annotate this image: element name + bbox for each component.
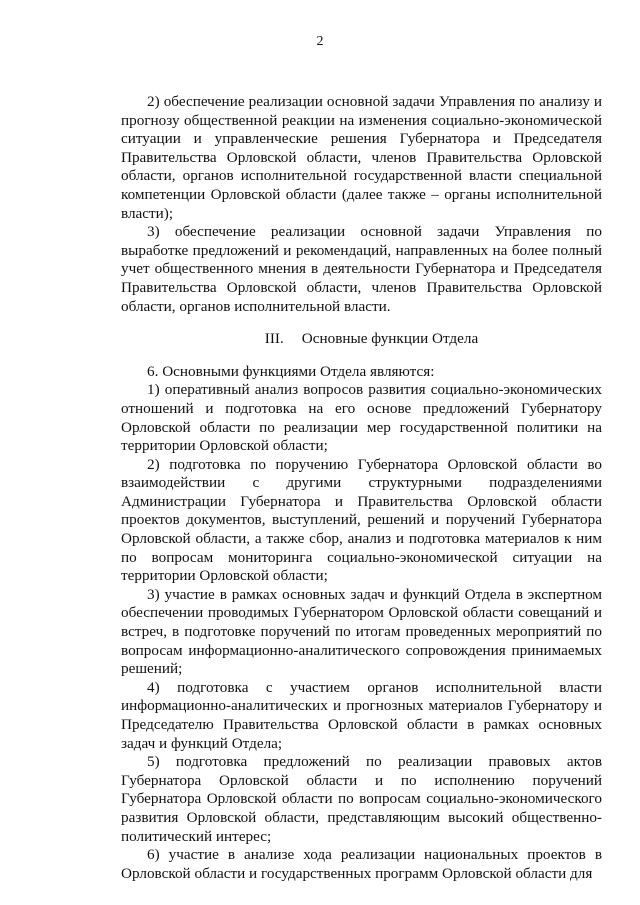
function-item-3: 3) участие в рамках основных задач и функций Отдела в экспертном обеспечении проводимых Губернатором Орловской области совещаний и встреч, в подготовке поручений по итогам проведенных мероприятий по вопросам информационно-аналитического сопровождения принимаемых решений; xyxy=(121,585,602,678)
paragraph-item-3: 3) обеспечение реализации основной задачи Управления по выработке предложений и рекомендаций, направленных на более полный учет общественного мнения в деятельности Губернатора и Председателя Правительства Орловской области, членов Правительства Орловской области, органов исполнительной власти. xyxy=(121,223,602,315)
section-number: III. xyxy=(264,330,284,348)
function-item-1: 1) оперативный анализ вопросов развития социально-экономических отношений и подготовка на его основе предложений Губернатору Орловской области по реализации мер государственной политики на территории Орловской области; xyxy=(121,381,602,455)
page-number: 2 xyxy=(316,34,324,49)
paragraph-item-2: 2) обеспечение реализации основной задачи Управления по анализу и прогнозу общественной реакции на изменения социально-экономической ситуации и управленческие решения Губернатора и Председателя Правительства Орловской области, членов Правительства Орловской области, органов исполнительной государственной власти специальной компетенции Орловской области (далее также – органы исполнительной власти); xyxy=(121,93,602,222)
function-item-5: 5) подготовка предложений по реализации правовых актов Губернатора Орловской области и по исполнению поручений Губернатора Орловской области по вопросам социально-экономического развития Орловской области, представляющим высокий общественно-политический интерес; xyxy=(121,753,602,845)
function-item-2: 2) подготовка по поручению Губернатора Орловской области во взаимодействии с другими структурными подразделениями Администрации Губернатора и Правительства Орловской области проектов документов, выступлений, решений и поручений Губернатора Орловской области, а также сбор, анализ и подготовка материалов к ним по вопросам мониторинга социально-экономической ситуации на территории Орловской области; xyxy=(121,455,602,585)
section-heading xyxy=(121,330,602,349)
functions-intro: 6. Основными функциями Отдела являются: xyxy=(147,362,435,380)
section-title: Основные функции Отдела xyxy=(301,330,479,348)
function-item-6: 6) участие в анализе хода реализации национальных проектов в Орловской области и государственных программ Орловской области для xyxy=(121,846,602,882)
function-item-4: 4) подготовка с участием органов исполнительной власти информационно-аналитических и прогнозных материалов Губернатору и Председателю Правительства Орловской области в рамках основных задач и функций Отдела; xyxy=(121,678,602,752)
document-body xyxy=(121,93,602,883)
